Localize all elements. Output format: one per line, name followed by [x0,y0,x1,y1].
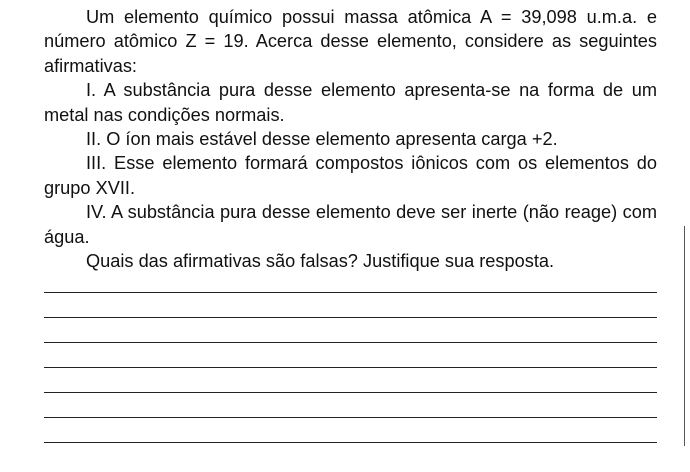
answer-line[interactable] [44,292,657,293]
statement-1: I. A substância pura desse elemento apresenta-se na forma de um metal nas condições normais. [44,80,657,125]
answer-line[interactable] [44,392,657,393]
question-stem: Um elemento químico possui massa atômica A = 39,098 u.m.a. e número atômico Z = 19. Acerca desse elemento, considere as seguintes afirmativas: [44,7,657,76]
statement-2: II. O íon mais estável desse elemento apresenta carga +2. [86,129,558,150]
answer-line[interactable] [44,342,657,343]
answer-line[interactable] [44,317,657,318]
page-edge-divider [684,226,685,446]
statement-4: IV. A substância pura desse elemento deve ser inerte (não reage) com água. [44,202,657,247]
statement-3: III. Esse elemento formará compostos iônicos com os elementos do grupo XVII. [44,153,657,198]
question-text [44,5,657,273]
answer-lines[interactable] [44,292,657,467]
question-prompt: Quais das afirmativas são falsas? Justifique sua resposta. [86,251,555,272]
answer-line[interactable] [44,367,657,368]
answer-line[interactable] [44,417,657,418]
answer-line[interactable] [44,442,657,443]
